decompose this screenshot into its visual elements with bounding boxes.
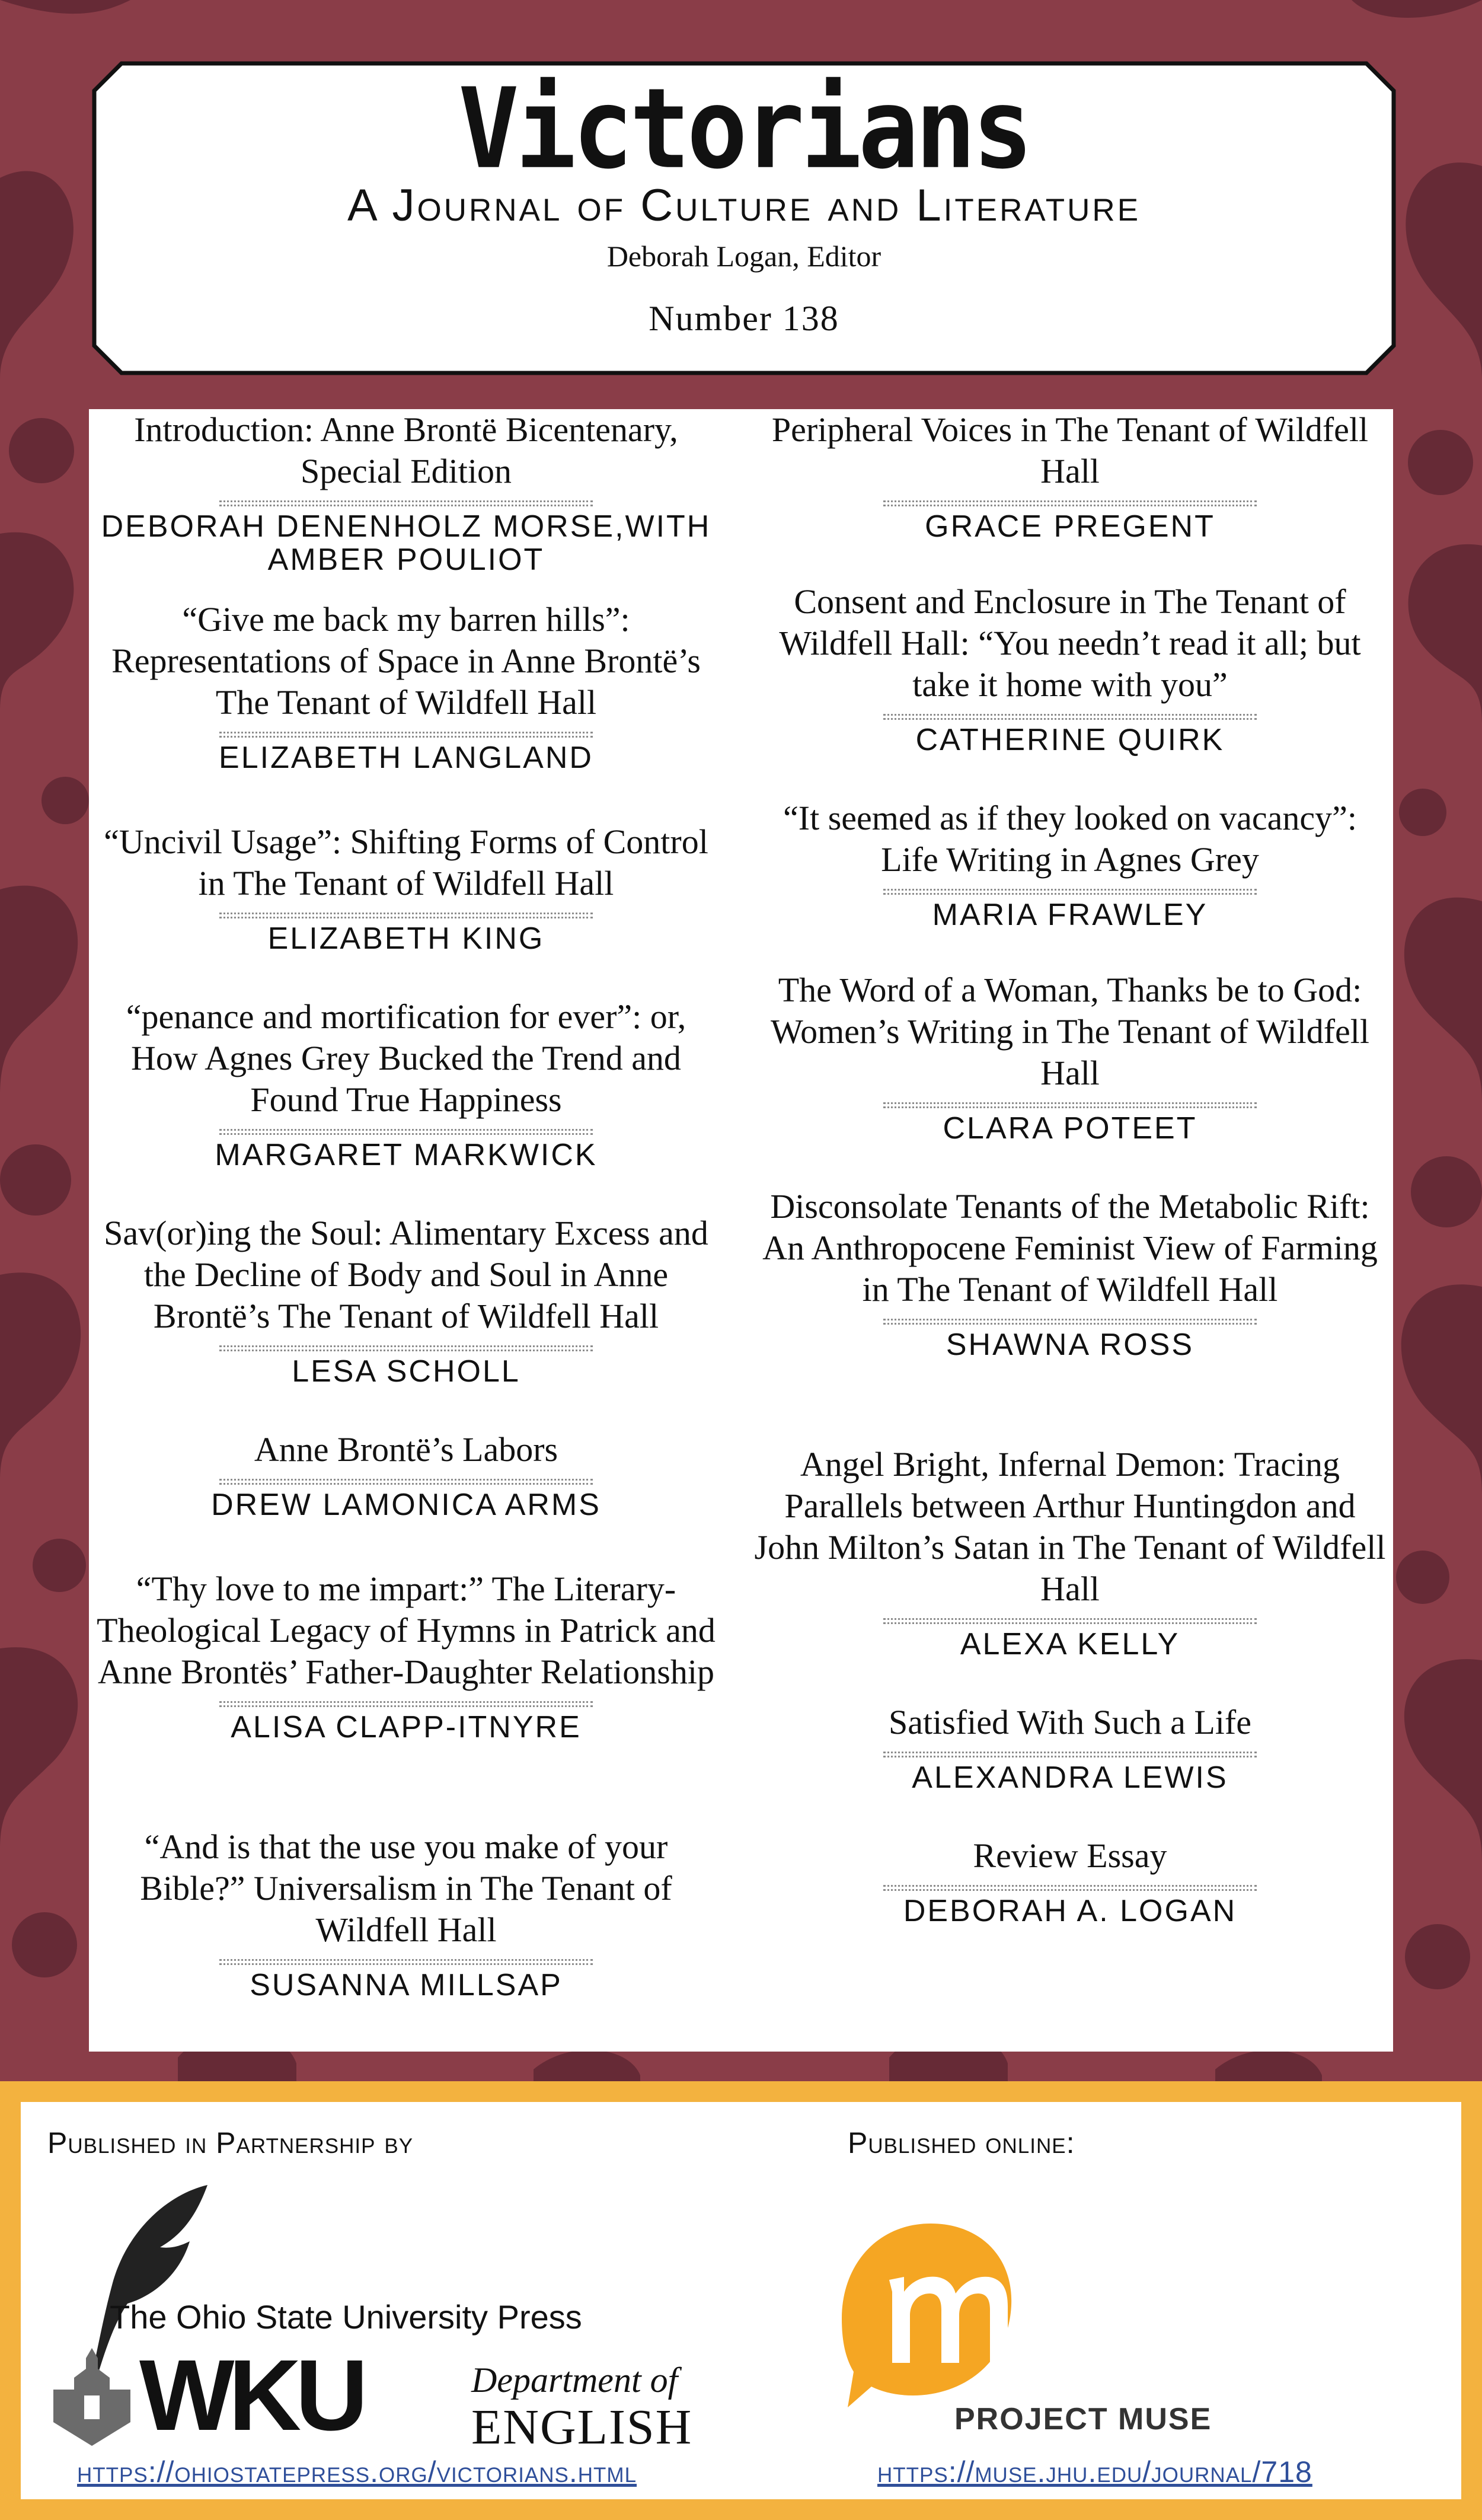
wku-wordmark: WKU <box>139 2339 362 2452</box>
editor-line: Deborah Logan, Editor <box>606 240 881 273</box>
article-entry <box>89 1568 723 1744</box>
article-author: SHAWNA ROSS <box>946 1328 1194 1362</box>
article-author: CLARA POTEET <box>943 1111 1197 1146</box>
article-entry <box>753 1702 1387 1794</box>
article-title: “Uncivil Usage”: Shifting Forms of Control in The Tenant of Wildfell Hall <box>104 822 708 902</box>
dotted-divider <box>883 500 1257 506</box>
dotted-divider <box>219 1701 593 1707</box>
dotted-divider <box>883 1752 1257 1757</box>
publisher-footer <box>0 2081 1482 2520</box>
dotted-divider <box>219 1129 593 1135</box>
article-title: Anne Brontë’s Labors <box>254 1430 558 1469</box>
dotted-divider <box>219 500 593 506</box>
article-author: MARGARET MARKWICK <box>215 1138 598 1172</box>
article-author: MARIA FRAWLEY <box>932 898 1208 932</box>
article-entry <box>89 409 723 576</box>
article-entry <box>753 409 1387 543</box>
osu-press-link[interactable]: https://ohiostatepress.org/victorians.html <box>77 2455 637 2489</box>
article-title: Review Essay <box>973 1836 1167 1875</box>
wku-english: ENGLISH <box>471 2400 693 2455</box>
article-author: ALEXANDRA LEWIS <box>912 1760 1228 1795</box>
article-author: DEBORAH A. LOGAN <box>903 1894 1237 1928</box>
article-entry <box>753 581 1387 757</box>
online-label: Published online: <box>848 2126 1075 2159</box>
journal-title: Victorians <box>458 65 1030 194</box>
project-muse-label: PROJECT MUSE <box>954 2402 1212 2436</box>
article-entry <box>753 1186 1387 1361</box>
osu-press-name: The Ohio State University Press <box>110 2298 582 2336</box>
article-title: The Word of a Woman, Thanks be to God: Women’s Writing in The Tenant of Wildfell Hall <box>770 971 1370 1092</box>
wku-department-of: Department of <box>471 2360 678 2400</box>
dotted-divider <box>883 1102 1257 1108</box>
dotted-divider <box>883 714 1257 720</box>
article-title: Angel Bright, Infernal Demon: Tracing Parallels between Arthur Huntingdon and John Milton’s Satan in The Tenant of Wildfell Hall <box>754 1445 1386 1608</box>
article-entry <box>753 798 1387 932</box>
article-author: ELIZABETH KING <box>267 921 545 956</box>
article-title: “And is that the use you make of your Bible?” Universalism in The Tenant of Wildfell Hall <box>140 1827 672 1949</box>
project-muse-logo-icon <box>842 2218 1020 2413</box>
article-entry <box>89 599 723 774</box>
article-author: ALISA CLAPP-ITNYRE <box>231 1710 582 1744</box>
dotted-divider <box>219 913 593 918</box>
article-title: Introduction: Anne Brontë Bicentenary, Special Edition <box>134 410 678 490</box>
article-title: Peripheral Voices in The Tenant of Wildfell Hall <box>771 410 1369 490</box>
article-author: LESA SCHOLL <box>292 1354 520 1389</box>
masthead <box>92 61 1396 375</box>
dotted-divider <box>219 732 593 738</box>
article-author: CATHERINE QUIRK <box>915 723 1225 757</box>
table-of-contents <box>89 409 1393 2052</box>
dotted-divider <box>219 1959 593 1965</box>
article-title: Sav(or)ing the Soul: Alimentary Excess and the Decline of Body and Soul in Anne Brontë’s The Tenant of Wildfell Hall <box>104 1214 708 1335</box>
article-author: SUSANNA MILLSAP <box>250 1968 563 2002</box>
wku-cupola-icon <box>47 2345 136 2449</box>
dotted-divider <box>883 1319 1257 1325</box>
article-author: DREW LAMONICA ARMS <box>211 1488 601 1522</box>
article-entry <box>753 1835 1387 1928</box>
article-entry <box>89 1826 723 2002</box>
article-author: GRACE PREGENT <box>925 509 1215 544</box>
project-muse-link[interactable]: https://muse.jhu.edu/journal/718 <box>877 2455 1312 2489</box>
article-entry <box>89 821 723 955</box>
article-title: Disconsolate Tenants of the Metabolic Rift: An Anthropocene Feminist View of Farming in The Tenant of Wildfell Hall <box>762 1187 1378 1309</box>
article-entry <box>89 1429 723 1521</box>
dotted-divider <box>219 1479 593 1485</box>
issue-number: Number 138 <box>649 299 839 338</box>
dotted-divider <box>219 1345 593 1351</box>
article-entry <box>89 1213 723 1388</box>
footer-panel <box>21 2102 1461 2499</box>
article-entry <box>753 969 1387 1145</box>
article-title: “It seemed as if they looked on vacancy”: Life Writing in Agnes Grey <box>783 799 1357 879</box>
article-author: ALEXA KELLY <box>960 1627 1180 1661</box>
article-title: “Thy love to me impart:” The Literary-Theological Legacy of Hymns in Patrick and Anne Brontës’ Father-Daughter Relationship <box>97 1570 716 1691</box>
article-author: ELIZABETH LANGLAND <box>219 741 593 775</box>
partnership-label: Published in Partnership by <box>47 2126 414 2159</box>
article-title: Satisfied With Such a Life <box>889 1703 1251 1741</box>
article-entry <box>753 1444 1387 1661</box>
article-title: Consent and Enclosure in The Tenant of Wildfell Hall: “You needn’t read it all; but take it home with you” <box>779 582 1361 704</box>
article-title: “Give me back my barren hills”: Representations of Space in Anne Brontë’s The Tenant of Wildfell Hall <box>111 600 701 722</box>
dotted-divider <box>883 889 1257 895</box>
article-entry <box>89 996 723 1172</box>
dotted-divider <box>883 1885 1257 1891</box>
dotted-divider <box>883 1618 1257 1624</box>
article-author: DEBORAH DENENHOLZ MORSE,WITH AMBER POULIOT <box>101 509 711 577</box>
article-title: “penance and mortification for ever”: or, How Agnes Grey Bucked the Trend and Found True Happiness <box>126 997 686 1119</box>
journal-subtitle: A Journal of Culture and Literature <box>347 180 1141 231</box>
